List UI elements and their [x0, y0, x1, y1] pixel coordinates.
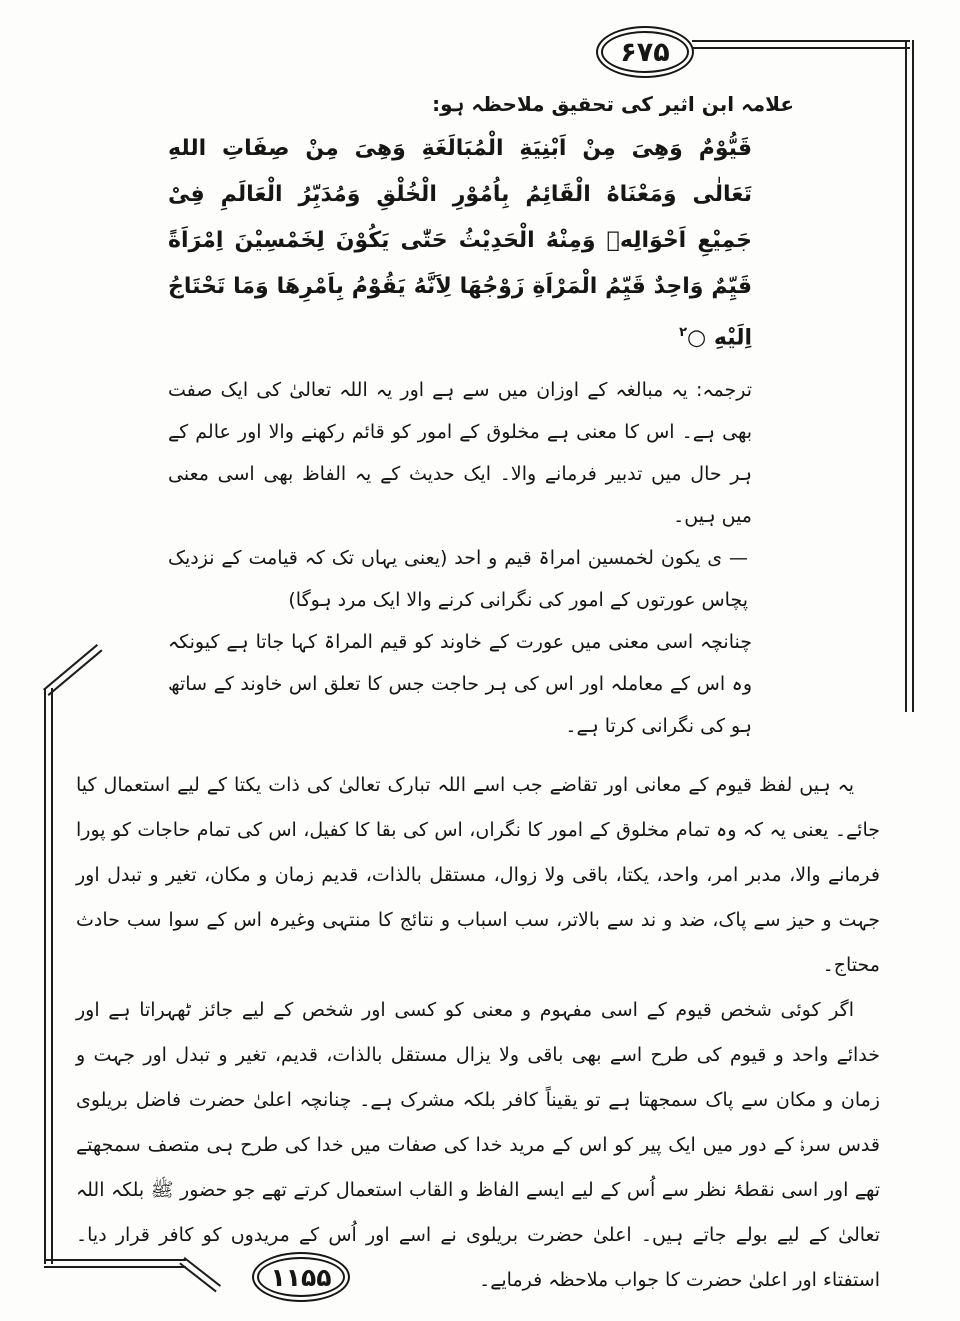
arabic-quotation [168, 126, 752, 361]
arabic-quotation-text: قَيُّوْمٌ وَهِىَ مِنْ اَبْنِيَةِ الْمُبَالَغَةِ وَهِىَ مِنْ صِفَاتِ اللهِ تَعَالٰى وَمَعْنَاهُ الْقَائِمُ بِاُمُوْرِ الْخُلْقِ وَمُدَبِّرُ الْعَالَمِ فِىْ جَمِيْعِ اَحْوَالِهٖ وَمِنْهُ الْحَدِيْثُ حَتّٰى يَكُوْنَ لِخَمْسِيْنَ اِمْرَاَةً قَيِّمٌ وَاحِدٌ قَيِّمُ الْمَرْاَةِ زَوْجُهَا لِاَنَّهُ يَقُوْمُ بِاَمْرِهَا وَمَا تَحْتَاجُ اِلَيْهِ ○ [168, 136, 752, 351]
page-number-bottom-value: ۱۱۵۵ [270, 1262, 332, 1292]
page-number-top-value: ۶۷۵ [620, 36, 670, 68]
commentary-paragraph-2: اگر کوئی شخص قیوم کے اسی مفہوم و معنی کو کسی اور شخص کے لیے جائز ٹھہراتا ہے اور خدائے واحد و قیوم کی طرح اسے بھی باقی ولا یزال مستقل بالذات، قدیم، تغیر و تبدل اور جہت و زمان و مکان سے پاک سمجھتا ہے تو یقیناً کافر بلکہ مشرک ہے۔ چنانچہ اعلیٰ حضرت فاضل بریلوی قدس سرہٗ کے دور میں ایک پیر کو اس کے مرید خدا کی صفات میں خدا کی طرح ہی متصف سمجھتے تھے اور اسی نقطۂ نظر سے اُس کے لیے ایسے الفاظ و القاب استعمال کرتے تھے جو حضور ﷺ بلکہ اللہ تعالیٰ کے لیے بولے جاتے ہیں۔ اعلیٰ حضرت بریلوی نے اسے اور اُس کے مریدوں کو کافر قرار دیا۔ استفتاء اور اعلیٰ حضرت کا جواب ملاحظہ فرمایے۔ [76, 999, 880, 1292]
page-number-top [601, 31, 689, 73]
explanation-paragraph: چنانچہ اسی معنی میں عورت کے خاوند کو قیم المراۃ کہا جاتا ہے کیونکہ وہ اس کے معاملہ اور اس کی ہر حاجت جس کا تعلق اس خاوند کے ساتھ ہو کی نگرانی کرتا ہے۔ [168, 631, 752, 738]
footnote-marker: ۲ [679, 325, 688, 340]
hadith-gloss-paragraph: — ی یکون لخمسین امراۃ قیم و احد (یعنی یہاں تک کہ قیامت کے نزدیک پچاس عورتوں کے امور کی نگرانی کرنے والا ایک مرد ہوگا) [168, 547, 748, 612]
translation-paragraph: ترجمہ: یہ مبالغہ کے اوزان میں سے ہے اور یہ اللہ تعالیٰ کی ایک صفت بھی ہے۔ اس کا معنی ہے مخلوق کے امور کو قائم رکھنے والا اور عالم کے ہر حال میں تدبیر فرمانے والا۔ ایک حدیث کے یہ الفاظ بھی اسی معنی میں ہیں۔ [168, 379, 752, 528]
page-number-ornament-top-icon [596, 26, 694, 78]
quotation-section [168, 92, 794, 747]
border-line-top [692, 40, 910, 49]
commentary-paragraph-1: یہ ہیں لفظ قیوم کے معانی اور تقاضے جب اسے اللہ تبارک تعالیٰ کی ذات یکتا کے لیے استعمال کیا جائے۔ یعنی یہ کہ وہ تمام مخلوق کے امور کا نگراں، اس کی بقا کا کفیل، اس کی تمام حاجات کو پورا فرمانے والا، مدبر امر، واحد، یکتا، باقی ولا زوال، مستقل بالذات، قدیم زمان و مکان، تغیر و تبدل اور جہت و حیز سے پاک، ضد و ند سے بالاتر، سب اسباب و نتائج کا منتہی وغیرہ اس کے سوا سب حادث محتاج۔ [76, 774, 880, 977]
section-heading: علامہ ابن اثیر کی تحقیق ملاحظہ ہو: [432, 92, 794, 116]
border-line-right [905, 40, 914, 712]
page-content [76, 92, 880, 1303]
commentary-section [76, 763, 880, 1303]
border-line-left [44, 688, 53, 1264]
